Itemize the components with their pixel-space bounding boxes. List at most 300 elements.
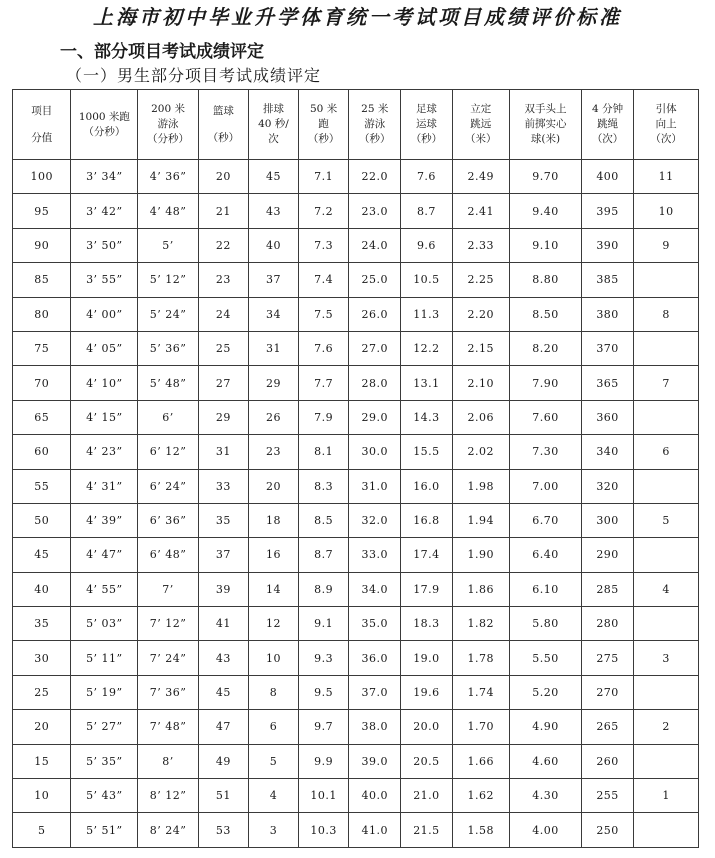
cell-longjump: 2.15 [452,331,509,365]
header-text-line: 游泳 [157,118,179,130]
cell-run50: 9.9 [299,744,349,778]
cell-volleyball: 26 [248,400,298,434]
cell-swim25: 41.0 [349,813,401,847]
cell-volleyball: 5 [248,744,298,778]
cell-skip: 255 [581,779,633,813]
cell-pullup [634,263,699,297]
cell-run1000: 5’ 27” [71,710,138,744]
cell-run1000: 4’ 55” [71,572,138,606]
cell-swim25: 37.0 [349,675,401,709]
cell-volleyball: 6 [248,710,298,744]
cell-run50: 7.6 [299,331,349,365]
cell-swim200: 7’ [138,572,199,606]
cell-volleyball: 43 [248,194,298,228]
header-text-line: 向上 [655,118,677,130]
cell-run1000: 3’ 55” [71,263,138,297]
header-text-line: 25 米 [361,103,389,115]
cell-skip: 260 [581,744,633,778]
cell-run1000: 4’ 23” [71,435,138,469]
cell-medball: 8.50 [509,297,581,331]
cell-medball: 8.20 [509,331,581,365]
cell-basketball: 25 [198,331,248,365]
header-text-line: 立定 [470,103,492,115]
column-header-volleyball [248,90,298,160]
cell-swim200: 4’ 36” [138,160,199,194]
column-header-swim25 [349,90,401,160]
cell-swim200: 6’ [138,400,199,434]
cell-run50: 9.5 [299,675,349,709]
cell-football: 21.5 [401,813,452,847]
cell-volleyball: 40 [248,228,298,262]
cell-run1000: 5’ 03” [71,607,138,641]
cell-run1000: 5’ 11” [71,641,138,675]
cell-skip: 395 [581,194,633,228]
column-header-skip [581,90,633,160]
header-text-line: （秒） [307,133,340,145]
cell-pullup: 7 [634,366,699,400]
cell-swim25: 22.0 [349,160,401,194]
cell-longjump: 2.49 [452,160,509,194]
cell-score: 20 [13,710,71,744]
header-text-line: （秒） [207,131,240,144]
table-row [13,331,699,365]
cell-swim200: 8’ 24” [138,813,199,847]
cell-football: 20.5 [401,744,452,778]
cell-basketball: 45 [198,675,248,709]
cell-score: 70 [13,366,71,400]
cell-medball: 9.70 [509,160,581,194]
cell-score: 35 [13,607,71,641]
cell-pullup [634,675,699,709]
cell-longjump: 1.82 [452,607,509,641]
cell-swim25: 25.0 [349,263,401,297]
cell-football: 16.8 [401,503,452,537]
cell-skip: 380 [581,297,633,331]
cell-medball: 4.00 [509,813,581,847]
cell-football: 17.9 [401,572,452,606]
cell-score: 40 [13,572,71,606]
cell-score: 60 [13,435,71,469]
cell-football: 18.3 [401,607,452,641]
table-body [13,160,699,848]
cell-run1000: 4’ 00” [71,297,138,331]
cell-swim25: 24.0 [349,228,401,262]
cell-run1000: 4’ 47” [71,538,138,572]
cell-volleyball: 23 [248,435,298,469]
cell-skip: 320 [581,469,633,503]
header-text-line: 跳绳 [597,118,619,130]
column-header-pullup [634,90,699,160]
header-text-line: 双手头上 [524,103,567,115]
cell-swim25: 34.0 [349,572,401,606]
header-spacer [199,119,248,131]
cell-swim200: 6’ 48” [138,538,199,572]
section-heading: 一、部分项目考试成绩评定 [60,42,264,62]
cell-basketball: 29 [198,400,248,434]
header-text-line: 运球 [415,118,437,130]
cell-pullup [634,813,699,847]
table-row [13,641,699,675]
cell-swim25: 39.0 [349,744,401,778]
cell-swim25: 40.0 [349,779,401,813]
cell-football: 19.0 [401,641,452,675]
cell-basketball: 35 [198,503,248,537]
cell-pullup: 1 [634,779,699,813]
cell-basketball: 43 [198,641,248,675]
cell-basketball: 37 [198,538,248,572]
column-header-longjump [452,90,509,160]
cell-pullup: 3 [634,641,699,675]
cell-pullup [634,607,699,641]
cell-longjump: 2.06 [452,400,509,434]
cell-basketball: 41 [198,607,248,641]
column-header-basketball [198,90,248,160]
cell-swim200: 5’ 36” [138,331,199,365]
cell-run50: 9.7 [299,710,349,744]
cell-pullup: 8 [634,297,699,331]
cell-run1000: 4’ 39” [71,503,138,537]
header-text-line: 跳远 [470,118,492,130]
cell-longjump: 2.41 [452,194,509,228]
cell-swim200: 4’ 48” [138,194,199,228]
cell-skip: 250 [581,813,633,847]
header-text-line: 4 分钟 [592,103,624,115]
cell-longjump: 2.20 [452,297,509,331]
cell-longjump: 1.62 [452,779,509,813]
cell-pullup [634,744,699,778]
cell-volleyball: 14 [248,572,298,606]
cell-score: 10 [13,779,71,813]
cell-run1000: 4’ 05” [71,331,138,365]
header-text-line: 排球 [262,103,284,115]
column-header-run1000 [71,90,138,160]
cell-swim25: 27.0 [349,331,401,365]
cell-longjump: 1.70 [452,710,509,744]
cell-football: 7.6 [401,160,452,194]
header-text-line: 前掷实心 [524,118,567,130]
cell-score: 85 [13,263,71,297]
cell-run50: 7.1 [299,160,349,194]
cell-skip: 275 [581,641,633,675]
column-header-swim200 [138,90,199,160]
header-text-line: （分秒） [147,133,190,145]
cell-run1000: 4’ 31” [71,469,138,503]
cell-basketball: 51 [198,779,248,813]
header-text-line: 项目 [31,104,53,117]
cell-medball: 9.40 [509,194,581,228]
cell-run1000: 4’ 15” [71,400,138,434]
cell-pullup: 2 [634,710,699,744]
cell-longjump: 1.94 [452,503,509,537]
cell-pullup [634,400,699,434]
cell-basketball: 27 [198,366,248,400]
cell-pullup [634,538,699,572]
cell-swim25: 29.0 [349,400,401,434]
header-text-line: 篮球 [212,104,234,117]
cell-longjump: 1.66 [452,744,509,778]
cell-skip: 400 [581,160,633,194]
table-row [13,194,699,228]
cell-skip: 270 [581,675,633,709]
cell-run50: 9.3 [299,641,349,675]
cell-score: 65 [13,400,71,434]
cell-swim25: 26.0 [349,297,401,331]
cell-swim25: 36.0 [349,641,401,675]
cell-swim200: 7’ 12” [138,607,199,641]
header-spacer [13,119,70,131]
cell-longjump: 1.74 [452,675,509,709]
cell-skip: 365 [581,366,633,400]
cell-swim200: 7’ 36” [138,675,199,709]
header-text-line: 50 米 [310,103,338,115]
cell-pullup: 9 [634,228,699,262]
cell-skip: 280 [581,607,633,641]
header-text-line: （米） [464,133,497,145]
cell-skip: 360 [581,400,633,434]
header-text-line: （秒） [410,133,443,145]
cell-score: 55 [13,469,71,503]
cell-pullup: 10 [634,194,699,228]
cell-swim25: 38.0 [349,710,401,744]
table-row [13,572,699,606]
header-text-line: （次） [591,133,624,145]
cell-basketball: 23 [198,263,248,297]
cell-swim200: 5’ 24” [138,297,199,331]
cell-score: 30 [13,641,71,675]
cell-medball: 6.70 [509,503,581,537]
cell-skip: 385 [581,263,633,297]
cell-run50: 9.1 [299,607,349,641]
header-text-line: 次 [268,133,279,145]
cell-score: 5 [13,813,71,847]
cell-medball: 9.10 [509,228,581,262]
cell-football: 14.3 [401,400,452,434]
cell-medball: 5.50 [509,641,581,675]
cell-run1000: 5’ 43” [71,779,138,813]
cell-run1000: 4’ 10” [71,366,138,400]
cell-run1000: 5’ 35” [71,744,138,778]
cell-run50: 7.7 [299,366,349,400]
header-text-line: 球(米) [530,133,561,145]
cell-skip: 370 [581,331,633,365]
cell-run50: 10.3 [299,813,349,847]
cell-medball: 8.80 [509,263,581,297]
cell-swim200: 5’ [138,228,199,262]
cell-run50: 7.5 [299,297,349,331]
cell-swim200: 6’ 12” [138,435,199,469]
cell-volleyball: 29 [248,366,298,400]
cell-medball: 7.30 [509,435,581,469]
cell-swim25: 30.0 [349,435,401,469]
cell-run1000: 5’ 19” [71,675,138,709]
column-header-football [401,90,452,160]
cell-pullup: 5 [634,503,699,537]
table-header-row [13,90,699,160]
cell-run50: 10.1 [299,779,349,813]
cell-football: 8.7 [401,194,452,228]
cell-volleyball: 10 [248,641,298,675]
table-row [13,675,699,709]
cell-medball: 7.60 [509,400,581,434]
table-row [13,435,699,469]
cell-run50: 8.7 [299,538,349,572]
header-text-line: 足球 [415,103,437,115]
cell-football: 19.6 [401,675,452,709]
header-text-line: 引体 [655,103,677,115]
cell-run50: 8.9 [299,572,349,606]
table-row [13,366,699,400]
cell-swim200: 8’ 12” [138,779,199,813]
cell-swim25: 33.0 [349,538,401,572]
cell-medball: 5.80 [509,607,581,641]
cell-volleyball: 18 [248,503,298,537]
cell-skip: 285 [581,572,633,606]
score-table [12,89,699,848]
cell-basketball: 31 [198,435,248,469]
cell-skip: 265 [581,710,633,744]
cell-football: 15.5 [401,435,452,469]
cell-swim200: 5’ 48” [138,366,199,400]
table-row [13,469,699,503]
cell-swim200: 6’ 36” [138,503,199,537]
cell-longjump: 2.02 [452,435,509,469]
cell-volleyball: 8 [248,675,298,709]
table-row [13,263,699,297]
cell-longjump: 1.58 [452,813,509,847]
table-row [13,400,699,434]
cell-swim200: 6’ 24” [138,469,199,503]
document-title: 上海市初中毕业升学体育统一考试项目成绩评价标准 [93,5,622,29]
cell-football: 21.0 [401,779,452,813]
cell-volleyball: 37 [248,263,298,297]
table-row [13,503,699,537]
header-text-line: 分值 [31,131,53,144]
cell-score: 45 [13,538,71,572]
table-row [13,813,699,847]
cell-medball: 7.00 [509,469,581,503]
cell-run1000: 3’ 34” [71,160,138,194]
cell-run1000: 3’ 42” [71,194,138,228]
table-row [13,744,699,778]
cell-score: 50 [13,503,71,537]
cell-basketball: 49 [198,744,248,778]
cell-volleyball: 3 [248,813,298,847]
cell-pullup [634,469,699,503]
table-row [13,160,699,194]
cell-swim25: 32.0 [349,503,401,537]
header-text-line: 跑 [318,118,329,130]
cell-run50: 7.2 [299,194,349,228]
cell-basketball: 22 [198,228,248,262]
cell-score: 75 [13,331,71,365]
cell-basketball: 24 [198,297,248,331]
cell-longjump: 1.98 [452,469,509,503]
header-text-line: 200 米 [151,103,185,115]
cell-run50: 7.9 [299,400,349,434]
sub-heading: （一）男生部分项目考试成绩评定 [66,66,322,85]
cell-medball: 4.90 [509,710,581,744]
cell-swim25: 31.0 [349,469,401,503]
cell-pullup: 6 [634,435,699,469]
cell-medball: 6.40 [509,538,581,572]
cell-football: 16.0 [401,469,452,503]
cell-swim200: 5’ 12” [138,263,199,297]
header-text-line: 40 秒/ [258,118,289,130]
cell-basketball: 20 [198,160,248,194]
cell-skip: 300 [581,503,633,537]
cell-swim25: 28.0 [349,366,401,400]
cell-basketball: 47 [198,710,248,744]
cell-pullup: 4 [634,572,699,606]
header-text-line: 游泳 [364,118,386,130]
cell-medball: 5.20 [509,675,581,709]
cell-run1000: 3’ 50” [71,228,138,262]
cell-football: 11.3 [401,297,452,331]
cell-volleyball: 16 [248,538,298,572]
cell-swim25: 23.0 [349,194,401,228]
cell-basketball: 39 [198,572,248,606]
cell-score: 90 [13,228,71,262]
cell-swim25: 35.0 [349,607,401,641]
cell-swim200: 7’ 48” [138,710,199,744]
cell-basketball: 21 [198,194,248,228]
cell-longjump: 2.33 [452,228,509,262]
cell-basketball: 33 [198,469,248,503]
cell-score: 25 [13,675,71,709]
header-text-line: 1000 米跑 [78,110,130,123]
cell-volleyball: 34 [248,297,298,331]
cell-run50: 8.3 [299,469,349,503]
cell-football: 13.1 [401,366,452,400]
cell-basketball: 53 [198,813,248,847]
cell-score: 15 [13,744,71,778]
cell-skip: 390 [581,228,633,262]
cell-football: 10.5 [401,263,452,297]
cell-run50: 8.5 [299,503,349,537]
table-row [13,297,699,331]
cell-longjump: 2.25 [452,263,509,297]
cell-run50: 7.4 [299,263,349,297]
cell-football: 9.6 [401,228,452,262]
cell-swim200: 7’ 24” [138,641,199,675]
cell-skip: 340 [581,435,633,469]
cell-pullup [634,331,699,365]
cell-football: 12.2 [401,331,452,365]
table-row [13,538,699,572]
header-text-line: （分秒） [83,125,126,138]
header-text-line: （次） [650,133,682,145]
cell-football: 20.0 [401,710,452,744]
cell-longjump: 1.78 [452,641,509,675]
cell-medball: 7.90 [509,366,581,400]
cell-volleyball: 4 [248,779,298,813]
cell-score: 95 [13,194,71,228]
cell-medball: 4.30 [509,779,581,813]
cell-volleyball: 31 [248,331,298,365]
cell-score: 80 [13,297,71,331]
cell-volleyball: 20 [248,469,298,503]
table-row [13,607,699,641]
cell-swim200: 8’ [138,744,199,778]
cell-pullup: 11 [634,160,699,194]
cell-score: 100 [13,160,71,194]
cell-medball: 6.10 [509,572,581,606]
header-text-line: （秒） [359,133,391,145]
cell-longjump: 2.10 [452,366,509,400]
cell-volleyball: 45 [248,160,298,194]
table-row [13,228,699,262]
cell-football: 17.4 [401,538,452,572]
